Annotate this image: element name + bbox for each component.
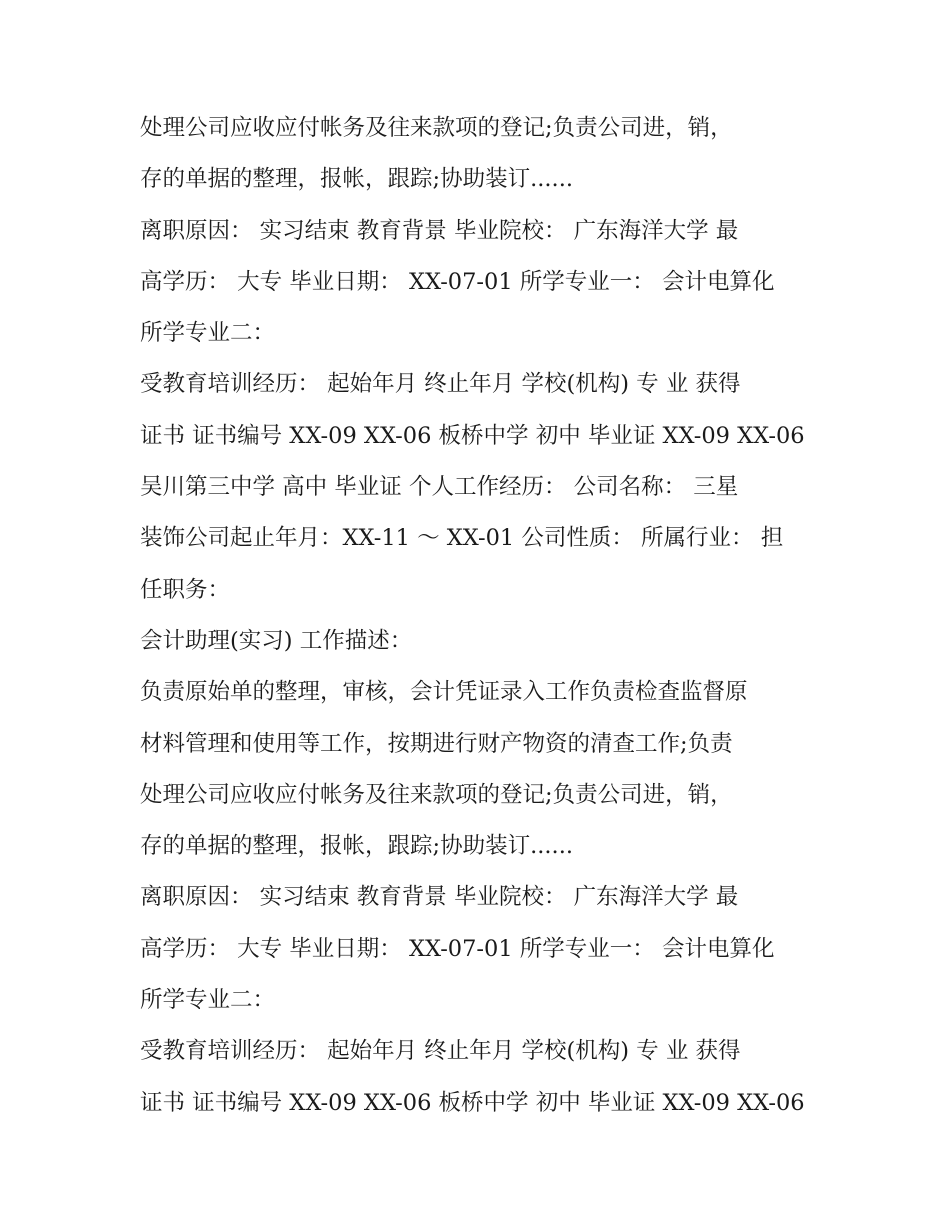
text-line: 吴川第三中学 高中 毕业证 个人工作经历： 公司名称： 三星 <box>140 474 739 501</box>
text-line: 处理公司应收应付帐务及往来款项的登记;负责公司进，销， <box>140 781 733 808</box>
text-line: 离职原因： 实习结束 教育背景 毕业院校： 广东海洋大学 最 <box>140 884 739 911</box>
text-line: 会计助理(实习) 工作描述： <box>140 627 413 654</box>
text-line: 受教育培训经历： 起始年月 终止年月 学校(机构) 专 业 获得 <box>140 371 741 398</box>
text-line: 材料管理和使用等工作，按期进行财产物资的清查工作;负责 <box>140 730 733 757</box>
text-line: 受教育培训经历： 起始年月 终止年月 学校(机构) 专 业 获得 <box>140 1038 741 1065</box>
text-line: 所学专业二： <box>140 320 276 347</box>
text-line: 高学历： 大专 毕业日期： XX-07-01 所学专业一： 会计电算化 <box>140 268 775 295</box>
text-line: 存的单据的整理，报帐，跟踪;协助装订...... <box>140 166 573 193</box>
text-line: 证书 证书编号 XX-09 XX-06 板桥中学 初中 毕业证 XX-09 XX-06 <box>140 422 805 449</box>
text-line: 高学历： 大专 毕业日期： XX-07-01 所学专业一： 会计电算化 <box>140 935 775 962</box>
text-line: 负责原始单的整理，审核，会计凭证录入工作负责检查监督原 <box>140 679 748 706</box>
text-line: 装饰公司起止年月：XX-11 ～ XX-01 公司性质： 所属行业： 担 <box>140 525 784 552</box>
text-line: 处理公司应收应付帐务及往来款项的登记;负责公司进，销， <box>140 115 733 141</box>
text-line: 所学专业二： <box>140 987 276 1014</box>
text-line: 存的单据的整理，报帐，跟踪;协助装订...... <box>140 833 573 860</box>
text-line: 离职原因： 实习结束 教育背景 毕业院校： 广东海洋大学 最 <box>140 217 739 244</box>
text-line: 证书 证书编号 XX-09 XX-06 板桥中学 初中 毕业证 XX-09 XX-06 <box>140 1089 805 1116</box>
document-body <box>140 103 820 1129</box>
text-line: 任职务： <box>140 576 231 603</box>
